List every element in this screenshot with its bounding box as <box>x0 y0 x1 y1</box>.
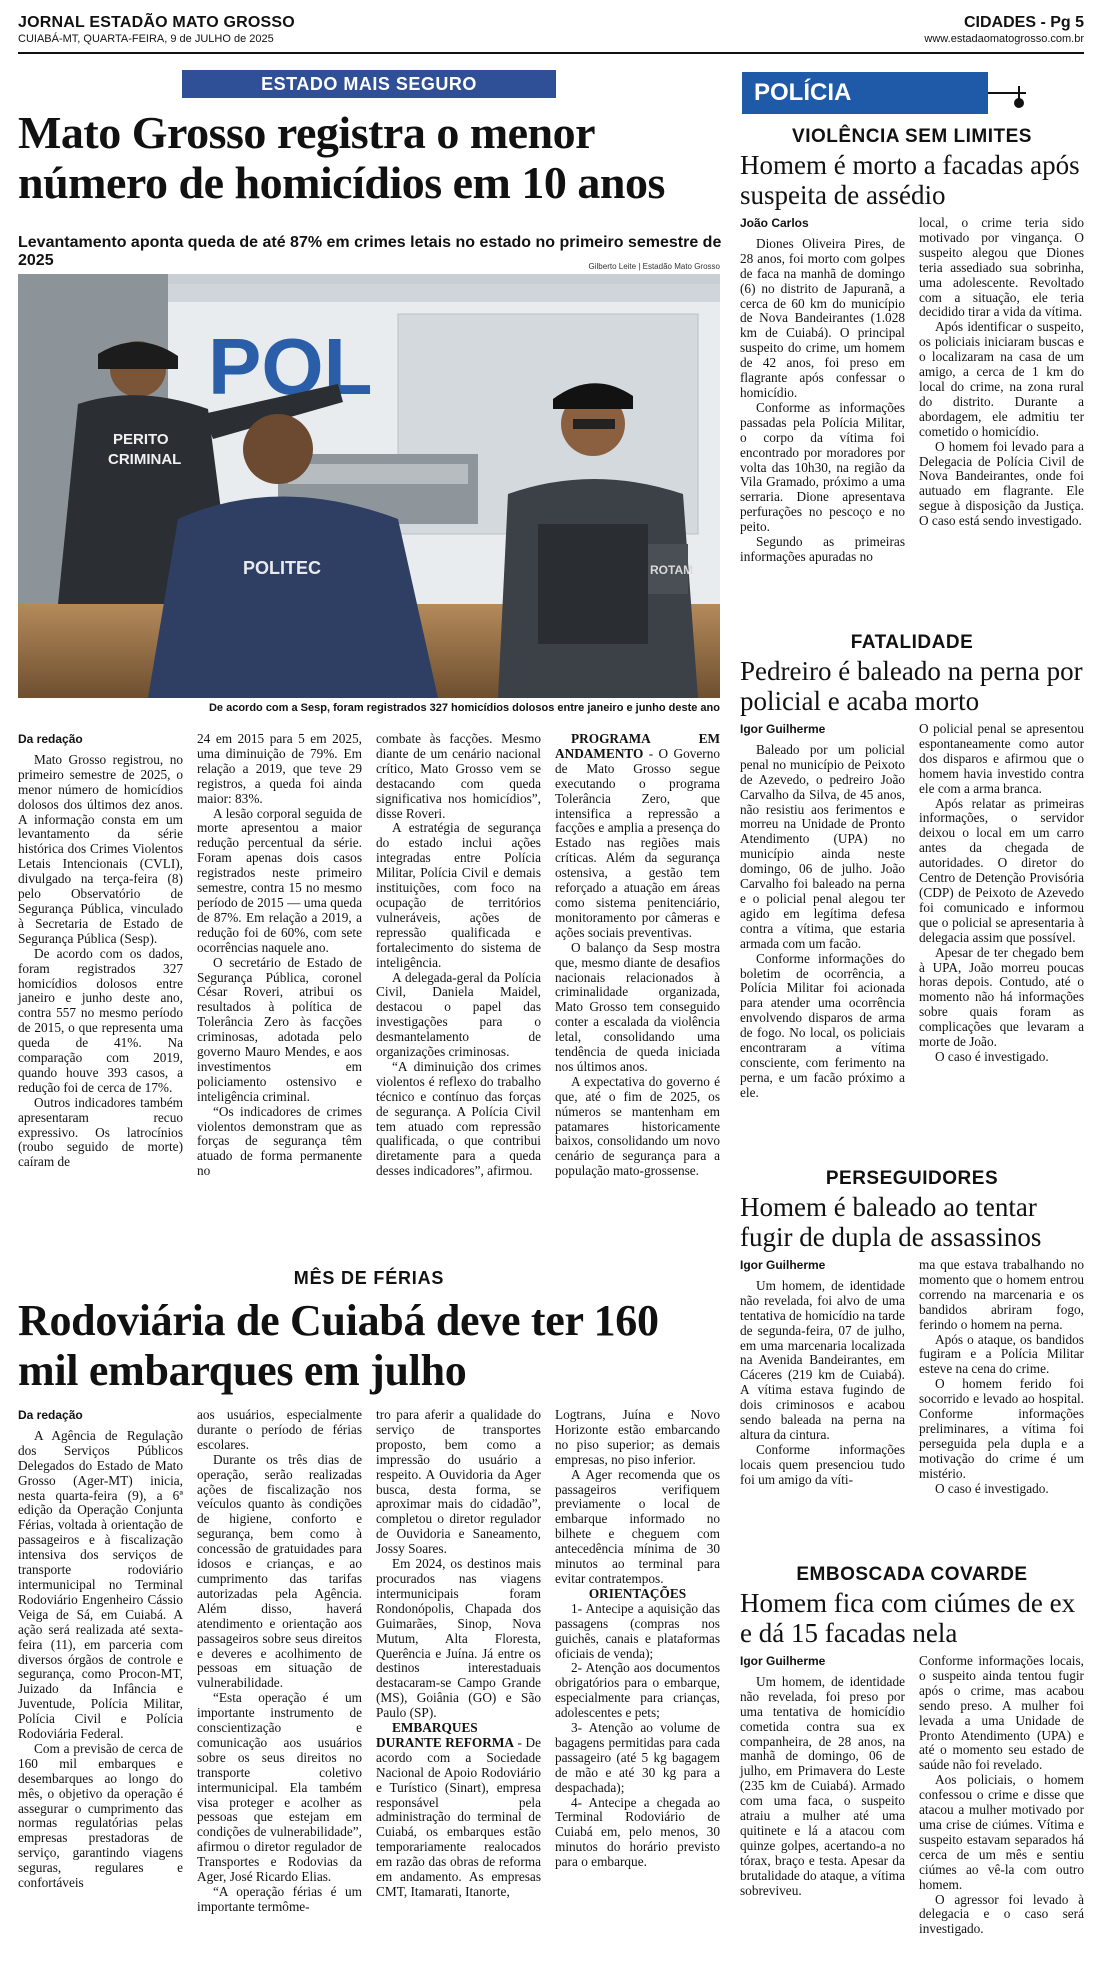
story-column-2 <box>919 216 1084 616</box>
paragraph: local, o crime teria sido motivado por vingança. O suspeito alegou que Diones teria assediado sua sobrinha, uma adolescente. Revoltado com a situação, ele teria decidido tirar a vida da vítima. <box>919 215 1084 320</box>
paragraph: O homem ferido foi socorrido e levado ao hospital. Conforme informações preliminares, a vítima foi perseguida pela dupla e a motivação do crime é um mistério. <box>919 1376 1084 1481</box>
photo-caption: De acordo com a Sesp, foram registrados 327 homicídios dolosos entre janeiro e junho deste ano <box>208 702 720 714</box>
paragraph: A Ager recomenda que os passageiros verifiquem previamente o local de embarque informado no bilhete e cheguem com antecedência mínima de 30 minutos ao terminal para evitar contratempos. <box>555 1466 720 1586</box>
paragraph <box>555 732 720 941</box>
paragraph: Conforme informações locais quem presenciou tudo foi um amigo da víti- <box>740 1441 905 1487</box>
paragraph: Após identificar o suspeito, os policiais iniciaram buscas e o localizaram na casa de um amigo, a cerca de 1 km do local do crime, na zona rural do distrito. Durante a abordagem, ele admitiu ter cometido o homicídio. <box>919 319 1084 439</box>
paragraph: O caso é investigado. <box>935 1048 1049 1064</box>
section-lead-programa: PROGRAMA EM ANDAMENTO <box>555 731 720 761</box>
website-url: www.estadaomatogrosso.com.br <box>924 33 1084 45</box>
paragraph: A estratégia de segurança do estado inclui ações integradas entre Polícia Militar, Polícia Civil e demais instituições, com foco na ocupação de territórios vulneráveis, ações de repressão qualificada e fortalecimento do sistema de inteligência. <box>376 820 541 970</box>
paragraph: Em 2024, os destinos mais procurados nas viagens intermunicipais foram Rondonópolis, Chapada dos Guimarães, Sinop, Nova Mutum, Alta Floresta, Querência e Juína. Já entre os destinos interestaduais destacaram-se Campo Grande (MS), Goiânia (GO) e São Paulo (SP). <box>376 1556 541 1721</box>
paragraph: O caso é investigado. <box>935 1480 1049 1496</box>
byline: Da redação <box>18 732 83 746</box>
byline: João Carlos <box>740 216 809 230</box>
story-column-1 <box>740 1258 905 1548</box>
policia-section-label: POLÍCIA <box>742 72 988 114</box>
paragraph: “Esta operação é um importante instrumento de conscientização e comunicação aos usuários sobre os seus direitos no transporte coletivo intermunicipal. Ela também visa proteger e acolher as pessoas que estejam em condições de vulnerabilidade”, afirmou o diretor regulador de Transportes e Rodovias da Ager, José Ricardo Elias. <box>197 1690 362 1885</box>
ferias-column-2 <box>197 1408 362 1963</box>
vest-text-perito: PERITO <box>113 431 169 448</box>
ferias-column-4 <box>555 1408 720 1963</box>
story-column-1 <box>740 1654 905 1954</box>
ferias-column-1 <box>18 1408 183 1963</box>
police-story-4 <box>740 1564 1084 1954</box>
list-item: 1- Antecipe a aquisição das passagens (compras nos guichês, canais e plataformas oficiais de venda); <box>555 1600 720 1661</box>
byline: Igor Guilherme <box>740 1654 826 1668</box>
story-column-2 <box>919 722 1084 1062</box>
story-kicker: FATALIDADE <box>850 632 974 653</box>
paragraph: 24 em 2015 para 5 em 2025, uma diminuição de 79%. Em relação a 2019, que teve 29 registros, a queda foi ainda maior: 83%. <box>197 731 362 806</box>
paragraph: “A diminuição dos crimes violentos é reflexo do trabalho técnico e contínuo das forças de segurança. A Polícia Civil tem atuado com repressão qualificada, o que contribui diretamente para a queda desses indicadores”, afirmou. <box>376 1058 541 1179</box>
police-story-2 <box>740 632 1084 1100</box>
paragraph: aos usuários, especialmente durante o período de férias escolares. <box>197 1407 362 1452</box>
main-column-4 <box>555 732 720 1260</box>
paragraph: Aos policiais, o homem confessou o crime e disse que atacou a mulher motivado por uma crise de ciúmes. Vítima e suspeito estavam separados há cerca de um mês e sentiu ciúmes ao vê-la com outro homem. <box>919 1772 1084 1892</box>
masthead <box>18 12 1084 54</box>
patch-rotam: ROTAM <box>650 563 694 577</box>
section-divider-line <box>988 92 1026 94</box>
section-page: CIDADES - Pg 5 <box>963 14 1084 31</box>
paragraph: Diones Oliveira Pires, de 28 anos, foi morto com golpes de faca na manhã de domingo (6) no distrito de Japuranã, a cerca de 60 km do município de Nova Bandeirantes (1.028 km de Cuiabá). O principal suspeito do crime, um homem de 42 anos, foi preso em flagrante após confessar o homicídio. <box>740 235 905 400</box>
main-kicker: ESTADO MAIS SEGURO <box>182 70 556 98</box>
paragraph: A expectativa do governo é que, até o fim de 2025, os números se mantenham em patamares historicamente baixos, consolidando um novo cenário de segurança para a população mato-grossense. <box>555 1073 720 1179</box>
police-story-1 <box>740 126 1084 616</box>
paragraph: Conforme informações do boletim de ocorrência, a Polícia Militar foi acionada para atender uma ocorrência envolvendo disparos de arma de fogo. No local, os policiais encontraram a vítima consciente, com ferimento na perna, e um facão próximo a ele. <box>740 950 905 1100</box>
paragraph: O homem foi levado para a Delegacia de Polícia Civil de Nova Bandeirantes, onde foi autuado em flagrante. Ele segue à disposição da Justiça. O caso está sendo investigado. <box>919 438 1084 529</box>
paragraph <box>376 1721 541 1900</box>
orientacoes-title: ORIENTAÇÕES <box>588 1585 687 1601</box>
paragraph: Com a previsão de cerca de 160 mil embarques e desembarques ao longo do mês, o objetivo da operação é assegurar o cumprimento das normas regulatórias pelas empresas prestadoras de serviço, garantindo viagens seguras, regulares e confortáveis <box>18 1740 183 1891</box>
story-column-1 <box>740 216 905 616</box>
paragraph: De acordo com os dados, foram registrados 327 homicídios dolosos entre janeiro e junho deste ano, contra 557 no mesmo período de 2015, o que representa uma queda de 41%. Na comparação com 2019, quando houve 393 casos, a redução foi de cerca de 17%. <box>18 945 183 1095</box>
story-kicker: PERSEGUIDORES <box>825 1168 999 1189</box>
shirt-logo-politec: POLITEC <box>243 558 322 578</box>
section-lead-embarques: EMBARQUES DURANTE REFORMA <box>376 1720 514 1750</box>
paragraph: Conforme as informações passadas pela Polícia Militar, o corpo da vítima foi encontrado por moradores por volta das 10h30, na região da Vila Gramado, próximo a uma serraria. Dione apresentava perfurações no pescoço e no peito. <box>740 399 905 535</box>
paragraph: combate às facções. Mesmo diante de um cenário nacional crítico, Mato Grosso vem se destacando com queda significativa nos homicídios”, disse Roveri. <box>376 731 541 821</box>
paragraph: A lesão corporal seguida de morte apresentou a maior redução percentual da série. Foram apenas dois casos registrados neste primeiro semestre, contra 15 no mesmo período de 2015 — uma queda de 87%. Em relação a 2019, a redução foi de 60%, com sete ocorrências naquele ano. <box>197 805 362 955</box>
newspaper-name: JORNAL ESTADÃO MATO GROSSO <box>18 14 295 31</box>
list-item: 3- Atenção ao volume de bagagens permitidas para cada passageiro (até 5 kg bagagem de mão e até 30 kg para a despachada); <box>555 1720 720 1795</box>
paragraph: Após relatar as primeiras informações, o servidor deixou o local em um carro antes da chegada de autoridades. O diretor do Centro de Detenção Provisória (CDP) de Peixoto de Azevedo foi comunicado e informou que o policial se apresentaria à delegacia assim que possível. <box>919 795 1084 945</box>
story-headline: Homem fica com ciúmes de ex e dá 15 facadas nela <box>740 1588 1076 1648</box>
ferias-headline: Rodoviária de Cuiabá deve ter 160 mil embarques em julho <box>18 1296 659 1395</box>
paragraph: A Agência de Regulação dos Serviços Públicos Delegados do Estado de Mato Grosso (Ager-MT) inicia, nesta quarta-feira (9), a 6ª edição da Operação Conjunta Férias, voltada à orientação de passageiros e à fiscalização intensiva dos serviços de transporte rodoviário intermunicipal no Terminal Rodoviário Engenheiro Cássio Veiga de Sá, em Cuiabá. A ação será realizada até sexta-feira (11), em parceria com diversos órgãos de controle e segurança, como Procon-MT, Juizado da Infância e Juventude, Polícia Militar, Polícia Civil e Polícia Rodoviária Federal. <box>18 1427 183 1742</box>
ferias-column-3 <box>376 1408 541 1963</box>
ferias-story-body <box>18 1408 720 1963</box>
paragraph: “A operação férias é um importante termôme- <box>197 1884 362 1914</box>
vest-text-criminal: CRIMINAL <box>108 451 182 468</box>
paragraph: Logtrans, Juína e Novo Horizonte estão embarcando no piso superior; as demais empresas, no piso inferior. <box>555 1407 720 1467</box>
paragraph: Apesar de ter chegado bem à UPA, João morreu poucas horas depois. Contudo, até o momento não há informações sobre quais foram as complicações que levaram a morte de João. <box>919 944 1084 1050</box>
main-column-3 <box>376 732 541 1260</box>
paragraph: Segundo as primeiras informações apuradas no <box>740 534 905 564</box>
ferias-kicker: MÊS DE FÉRIAS <box>293 1268 445 1288</box>
paragraph: O agressor foi levado à delegacia e o caso será investigado. <box>919 1891 1084 1937</box>
main-column-2 <box>197 732 362 1260</box>
story-headline: Homem é morto a facadas após suspeita de assédio <box>740 150 1080 210</box>
paragraph: Após o ataque, os bandidos fugiram e a Polícia Militar esteve na cena do crime. <box>919 1331 1084 1377</box>
main-story-body <box>18 732 720 1260</box>
paragraph: A delegada-geral da Polícia Civil, Daniela Maidel, destacou o papel das investigações para o desmantelamento de organizações criminosas. <box>376 969 541 1060</box>
main-photo <box>18 274 720 698</box>
paragraph: Um homem, de identidade não revelada, foi alvo de uma tentativa de homicídio na tarde de segunda-feira, 07 de julho, em uma marcenaria localizada na Avenida Bandeirantes, em Cáceres (219 km de Cuiabá). A vítima estava fugindo de dois criminosos e acabou sendo baleada na perna na altura da cintura. <box>740 1277 905 1442</box>
section-divider-dot <box>1014 98 1024 108</box>
paragraph: Durante os três dias de operação, serão realizadas ações de fiscalização nos veículos quanto às condições de higiene, conforto e segurança, bem como à concessão de gratuidades para idosos e crianças, e ao cumprimento das tarifas autorizadas pela Agência. Além disso, haverá atendimento e orientação aos passageiros sobre seus direitos e deveres e acolhimento de pessoas em situação de vulnerabilidade. <box>197 1451 362 1691</box>
paragraph: Mato Grosso registrou, no primeiro semestre de 2025, o menor número de homicídios dolosos dos últimos dez anos. A informação consta em um levantamento da série histórica dos Crimes Violentos Letais Intencionais (CVLI), divulgado na terça-feira (8) pelo Observatório de Segurança Pública, vinculado à Secretaria de Estado de Segurança Pública (Sesp). <box>18 751 183 946</box>
story-column-1 <box>740 722 905 1100</box>
list-item: 2- Atenção aos documentos obrigatórios para o embarque, especialmente para crianças, adolescentes e pets; <box>555 1660 720 1721</box>
paragraph: tro para aferir a qualidade do serviço de transportes proposto, bem como a impressão do usuário a respeito. A Ouvidoria da Ager busca, desta forma, se aproximar mais do cidadão”, completou o diretor regulador de Ouvidoria e Saneamento, Jossy Soares. <box>376 1407 541 1557</box>
story-kicker: EMBOSCADA COVARDE <box>796 1564 1028 1585</box>
police-story-3 <box>740 1168 1084 1548</box>
byline: Igor Guilherme <box>740 1258 826 1272</box>
edition-date: CUIABÁ-MT, QUARTA-FEIRA, 9 de JULHO de 2025 <box>18 33 274 45</box>
paragraph: O policial penal se apresentou espontaneamente como autor dos disparos e afirmou que o homem havia investido contra ele com a arma branca. <box>919 721 1084 796</box>
list-item: 4- Antecipe a chegada ao Terminal Rodoviário de Cuiabá em, pelo menos, 30 minutos do horário previsto para o embarque. <box>555 1794 720 1870</box>
main-subhead: Levantamento aponta queda de até 87% em crimes letais no estado no primeiro semestre de 2025 <box>18 234 722 269</box>
story-column-2 <box>919 1654 1084 1954</box>
paragraph-text: - O Governo de Mato Grosso segue executando o programa Tolerância Zero, que intensifica a repressão a facções e amplia a presença do Estado nas regiões mais críticas. Além da segurança ostensiva, a gestão tem reforçado a atuação em áreas como sistema penitenciário, monitoramento por câmeras e ações sociais preventivas. <box>555 745 720 940</box>
story-headline: Pedreiro é baleado na perna por policial e acaba morto <box>740 656 1083 716</box>
story-kicker: VIOLÊNCIA SEM LIMITES <box>792 126 1032 147</box>
story-headline: Homem é baleado ao tentar fugir de dupla de assassinos <box>740 1192 1042 1252</box>
paragraph: Baleado por um policial penal no município de Peixoto de Azevedo, o pedreiro João Carvalho da Silva, de 45 anos, não resistiu aos ferimentos e morreu na Unidade de Pronto Atendimento (UPA) no município ainda neste domingo, 06 de julho. João Carvalho foi baleado na perna e o policial penal alegou ter agido em legítima defesa contra a vítima, que estaria armada com um facão. <box>740 741 905 951</box>
byline: Igor Guilherme <box>740 722 826 736</box>
main-headline: Mato Grosso registra o menor número de homicídios em 10 anos <box>18 107 665 208</box>
paragraph-text: - De acordo com a Sociedade Nacional de Apoio Rodoviário e Turístico (Sinart), empresa responsável pela administração do terminal de Cuiabá, os embarques estão temporariamente realocados em razão das obras de reforma em andamento. As empresas CMT, Itamarati, Itanorte, <box>376 1734 541 1899</box>
paragraph: O balanço da Sesp mostra que, mesmo diante de desafios nacionais relacionados à criminalidade organizada, Mato Grosso tem conseguido conter a escalada da violência letal, consolidando uma tendência de queda iniciada nos últimos anos. <box>555 939 720 1074</box>
story-column-2 <box>919 1258 1084 1548</box>
photo-credit: Gilberto Leite | Estadão Mato Grosso <box>588 262 720 271</box>
vehicle-lettering: POL <box>208 322 373 411</box>
byline: Da redação <box>18 1408 83 1422</box>
paragraph: Um homem, de identidade não revelada, foi preso por uma tentativa de homicídio cometida contra sua ex companheira, de 28 anos, na manhã de domingo, 06 de julho, em Primavera do Leste (235 km de Cuiabá). Armado com uma faca, o suspeito atraiu a mulher até uma quitinete e lá a atacou com quinze golpes, acertando-a no tórax, braço e testa. Apesar da brutalidade do ataque, a vítima sobreviveu. <box>740 1673 905 1898</box>
paragraph: ma que estava trabalhando no momento que o homem entrou correndo na marcenaria e os bandidos abriram fogo, ferindo o homem na perna. <box>919 1257 1084 1332</box>
paragraph: O secretário de Estado de Segurança Pública, coronel César Roveri, atribui os resultados à política de Tolerância Zero às facções criminosas, adotada pelo governo Mauro Mendes, e aos investimentos em policiamento ostensivo e inteligência criminal. <box>197 954 362 1104</box>
main-column-1 <box>18 732 183 1260</box>
paragraph: Conforme informações locais, o suspeito ainda tentou fugir após o crime, mas acabou sendo preso. A mulher foi levada a uma Unidade de Pronto Atendimento (UPA) e até o momento seu estado de saúde não foi revelado. <box>919 1653 1084 1773</box>
police-scene-illustration <box>18 274 720 698</box>
paragraph: Outros indicadores também apresentaram recuo expressivo. Os latrocínios (roubo seguido de morte) caíram de <box>18 1094 183 1170</box>
paragraph: “Os indicadores de crimes violentos demonstram que as forças de segurança têm atuado de forma permanente no <box>197 1103 362 1179</box>
